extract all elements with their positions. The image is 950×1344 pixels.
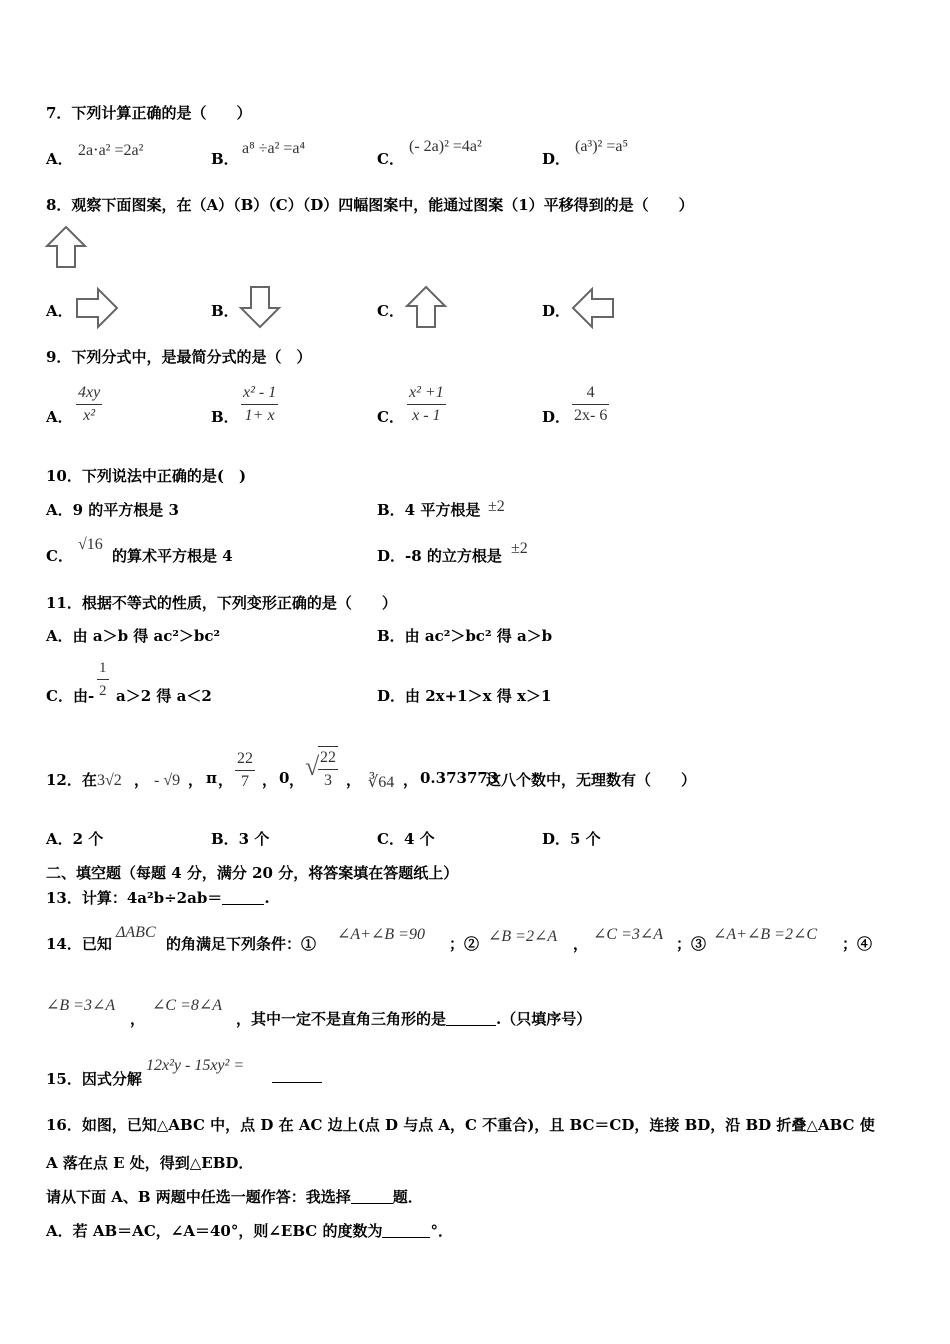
q12-option-a: A．2 个 [46,830,104,848]
q14-condition-1: ∠A+∠B =90 [337,926,425,943]
q7-option-c-expr: (- 2a)² =4a² [409,138,482,155]
denominator: 3 [324,772,332,789]
arrow-up-icon [404,284,448,330]
answer-blank [351,1189,393,1204]
denominator: 7 [241,773,249,790]
q7-option-b-label: B． [211,150,239,168]
q11-option-d: D．由 2x+1＞x 得 x＞1 [377,687,552,705]
question-16-line-4 [46,1220,453,1241]
q12-option-c: C．4 个 [377,830,435,848]
q8-option-a-label: A． [46,302,73,320]
q10-option-c-label: C． [46,547,73,565]
question-13: 13．计算：4a²b÷2ab＝ . [46,889,270,907]
q14-tail: ，其中一定不是直角三角形的是 [236,1010,447,1028]
comma: ， [573,935,589,953]
q12-number-8: 0.373773 [420,769,499,787]
question-9-stem: 9．下列分式中，是最简分式的是（ ） [46,348,312,366]
q7-option-a-expr: 2a⋅a² =2a² [78,142,144,159]
numerator: 4 [572,382,609,405]
question-11-stem: 11．根据不等式的性质，下列变形正确的是（ ） [46,594,397,612]
comma: ， [262,771,278,789]
q10-option-b-math: ±2 [488,498,505,515]
q10-option-c-math: √16 [78,536,103,553]
question-7-stem: 7．下列计算正确的是（ ） [46,104,252,122]
q14-tail2: .（只填序号） [496,1010,592,1028]
numerator: x² - 1 [241,382,278,405]
q14-sep-4: ；④ [842,935,873,953]
answer-blank [272,1068,322,1083]
question-8-stem: 8．观察下面图案，在（A）（B）（C）（D）四幅图案中，能通过图案（1）平移得到的是（ ） [46,196,694,214]
q14-condition-2b: ∠C =3∠A [593,926,664,943]
q12-number-7: ∛64 [368,774,395,791]
q10-option-d: D．-8 的立方根是 [377,547,502,565]
q14-sep-3: ；③ [676,935,707,953]
q11-option-c-post: a＞2 得 a＜2 [116,687,212,705]
numerator: 4xy [76,382,102,405]
question-16-line-3 [46,1186,423,1207]
q12-option-b: B．3 个 [211,830,270,848]
sqrt-sign-icon: √ [305,752,320,781]
section-2-heading: 二、填空题（每题 4 分，满分 20 分，将答案填在答题纸上） [46,864,459,882]
q8-option-c-label: C． [377,302,404,320]
q12-number-1: 3√2 [97,772,122,789]
q9-option-c-label: C． [377,408,404,426]
q9-option-a-fraction [76,382,102,427]
q11-option-c-pre: C．由- [46,687,95,705]
question-13-text: 13．计算：4a²b÷2ab＝ [46,889,223,907]
q12-number-4-fraction [235,748,255,793]
comma: ， [403,771,419,789]
comma: ， [134,771,150,789]
q12-number-6-fraction [318,746,338,792]
denominator: 2x- 6 [574,407,608,424]
q12-number-5: 0 [279,769,290,787]
denominator: x - 1 [412,407,441,424]
q10-option-a: A．9 的平方根是 3 [46,501,179,519]
question-10-stem: 10．下列说法中正确的是( ) [46,467,247,485]
q16-line-3-post: 题． [392,1188,423,1206]
comma: ， [188,771,204,789]
answer-blank [382,1223,430,1238]
q11-option-a: A．由 a＞b 得 ac²＞bc² [46,627,221,645]
denominator: x² [83,407,96,424]
q12-number-2: - √9 [154,772,181,789]
answer-blank [222,890,264,905]
q16-line-4-pre: A．若 AB＝AC，∠A＝40°，则∠EBC 的度数为 [46,1222,383,1240]
comma: ， [130,1010,146,1028]
q14-sep-2: ；② [449,935,480,953]
q9-option-d-label: D． [542,408,571,426]
numerator: 22 [318,747,338,770]
q14-condition-3: ∠A+∠B =2∠C [713,926,818,943]
q7-option-c-label: C． [377,150,404,168]
question-16-line-1: 16．如图，已知△ABC 中，点 D 在 AC 边上(点 D 与点 A，C 不重合)，且 BC＝CD，连接 BD，沿 BD 折叠△ABC 使 [46,1116,875,1134]
arrow-up-icon [44,224,88,270]
q7-option-d-label: D． [542,150,571,168]
q14-condition-4b: ∠C =8∠A [152,997,223,1014]
arrow-left-icon [570,286,616,330]
question-15-text: 15．因式分解 [46,1070,142,1088]
q9-option-c-fraction [407,382,446,427]
q14-triangle: ΔABC [116,924,156,941]
numerator: x² +1 [407,382,446,405]
comma: ， [346,771,362,789]
arrow-down-icon [238,284,282,330]
q12-option-d: D．5 个 [542,830,601,848]
q7-option-d-expr: (a³)² =a⁵ [575,138,629,155]
comma: ， [289,771,305,789]
q9-option-b-label: B． [211,408,239,426]
q10-option-b: B．4 平方根是 [377,501,481,519]
question-16-line-2: A 落在点 E 处，得到△EBD． [46,1154,254,1172]
q7-option-b-expr: a⁸ ÷a² =a⁴ [242,140,306,157]
question-14-pre: 14．已知 [46,935,112,953]
q11-option-b: B．由 ac²＞bc² 得 a＞b [377,627,553,645]
q7-option-a-label: A． [46,150,73,168]
comma: ， [218,771,234,789]
q10-option-d-math: ±2 [511,540,528,557]
q16-line-3-pre: 请从下面 A、B 两题中任选一题作答：我选择 [46,1188,351,1206]
q9-option-a-label: A． [46,408,73,426]
arrow-right-icon [74,286,120,330]
q8-option-b-label: B． [211,302,239,320]
question-12-stem-post: 这八个数中，无理数有（ ） [486,771,697,789]
answer-blank [446,1011,496,1026]
q14-tail-wrap [236,1008,591,1029]
numerator: 22 [235,748,255,771]
denominator: 2 [99,683,107,699]
numerator: 1 [97,657,109,680]
question-12-stem-pre: 12．在 [46,771,97,789]
q10-option-c-text: 的算术平方根是 4 [112,547,233,565]
q14-condition-4a: ∠B =3∠A [46,997,116,1014]
q11-option-c-fraction [97,657,109,702]
q16-line-4-post: °． [430,1222,453,1240]
question-14-mid: 的角满足下列条件：① [166,935,317,953]
denominator: 1+ x [244,407,275,424]
q14-condition-2a: ∠B =2∠A [488,928,558,945]
q15-expression: 12x²y - 15xy² = [146,1057,245,1074]
q8-option-d-label: D． [542,302,571,320]
q9-option-d-fraction [572,382,609,427]
q9-option-b-fraction [241,382,278,427]
q12-number-3: π [206,769,217,787]
